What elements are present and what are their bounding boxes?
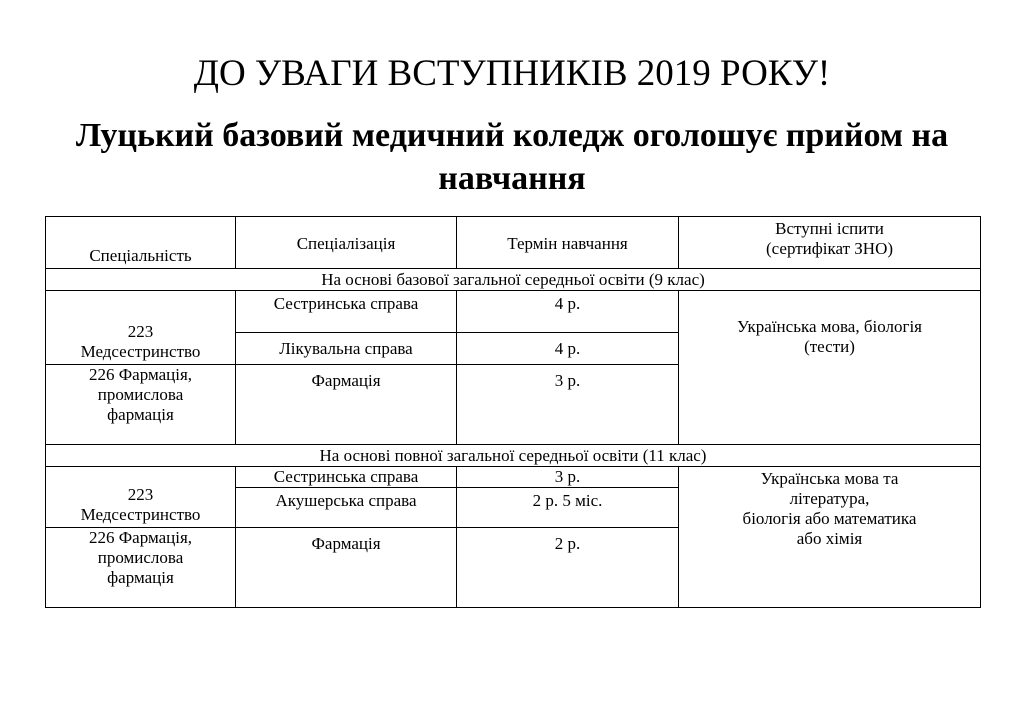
duration-cell: 3 р. bbox=[457, 365, 679, 445]
duration-cell: 2 р. bbox=[457, 528, 679, 608]
specialty-pharmacy-grade9: 226 Фармація, промислова фармація bbox=[46, 365, 236, 445]
header-specialization: Спеціалізація bbox=[236, 217, 457, 269]
header-specialty: Спеціальність bbox=[46, 217, 236, 269]
specialization-cell: Акушерська справа bbox=[236, 488, 457, 528]
exams-grade9: Українська мова, біологія (тести) bbox=[679, 291, 981, 445]
section-title-grade11: На основі повної загальної середньої освіти (11 клас) bbox=[46, 445, 981, 467]
specialization-cell: Сестринська справа bbox=[236, 467, 457, 488]
section-row-grade11 bbox=[46, 445, 981, 467]
college-announcement-title: Луцький базовий медичний коледж оголошує прийом на навчання bbox=[75, 117, 949, 197]
table-row bbox=[46, 467, 981, 488]
specialization-cell: Лікувальна справа bbox=[236, 333, 457, 365]
specialty-pharmacy-grade11: 226 Фармація, промислова фармація bbox=[46, 528, 236, 608]
duration-cell: 2 р. 5 міс. bbox=[457, 488, 679, 528]
exams-grade11: Українська мова та література, біологія або математика або хімія bbox=[679, 467, 981, 608]
section-row-grade9 bbox=[46, 269, 981, 291]
specialty-nursing-grade9: 223 Медсестринство bbox=[46, 291, 236, 365]
duration-cell: 4 р. bbox=[457, 333, 679, 365]
header-duration: Термін навчання bbox=[457, 217, 679, 269]
table-header-row bbox=[46, 217, 981, 269]
table-row bbox=[46, 291, 981, 333]
header-exams: Вступні іспити (сертифікат ЗНО) bbox=[679, 217, 981, 269]
specialization-cell: Фармація bbox=[236, 528, 457, 608]
specialization-cell: Сестринська справа bbox=[236, 291, 457, 333]
admission-table bbox=[45, 216, 981, 608]
duration-cell: 3 р. bbox=[457, 467, 679, 488]
specialization-cell: Фармація bbox=[236, 365, 457, 445]
announcement-heading: ДО УВАГИ ВСТУПНИКІВ 2019 РОКУ! bbox=[193, 53, 831, 94]
specialty-nursing-grade11: 223 Медсестринство bbox=[46, 467, 236, 528]
section-title-grade9: На основі базової загальної середньої освіти (9 клас) bbox=[46, 269, 981, 291]
duration-cell: 4 р. bbox=[457, 291, 679, 333]
